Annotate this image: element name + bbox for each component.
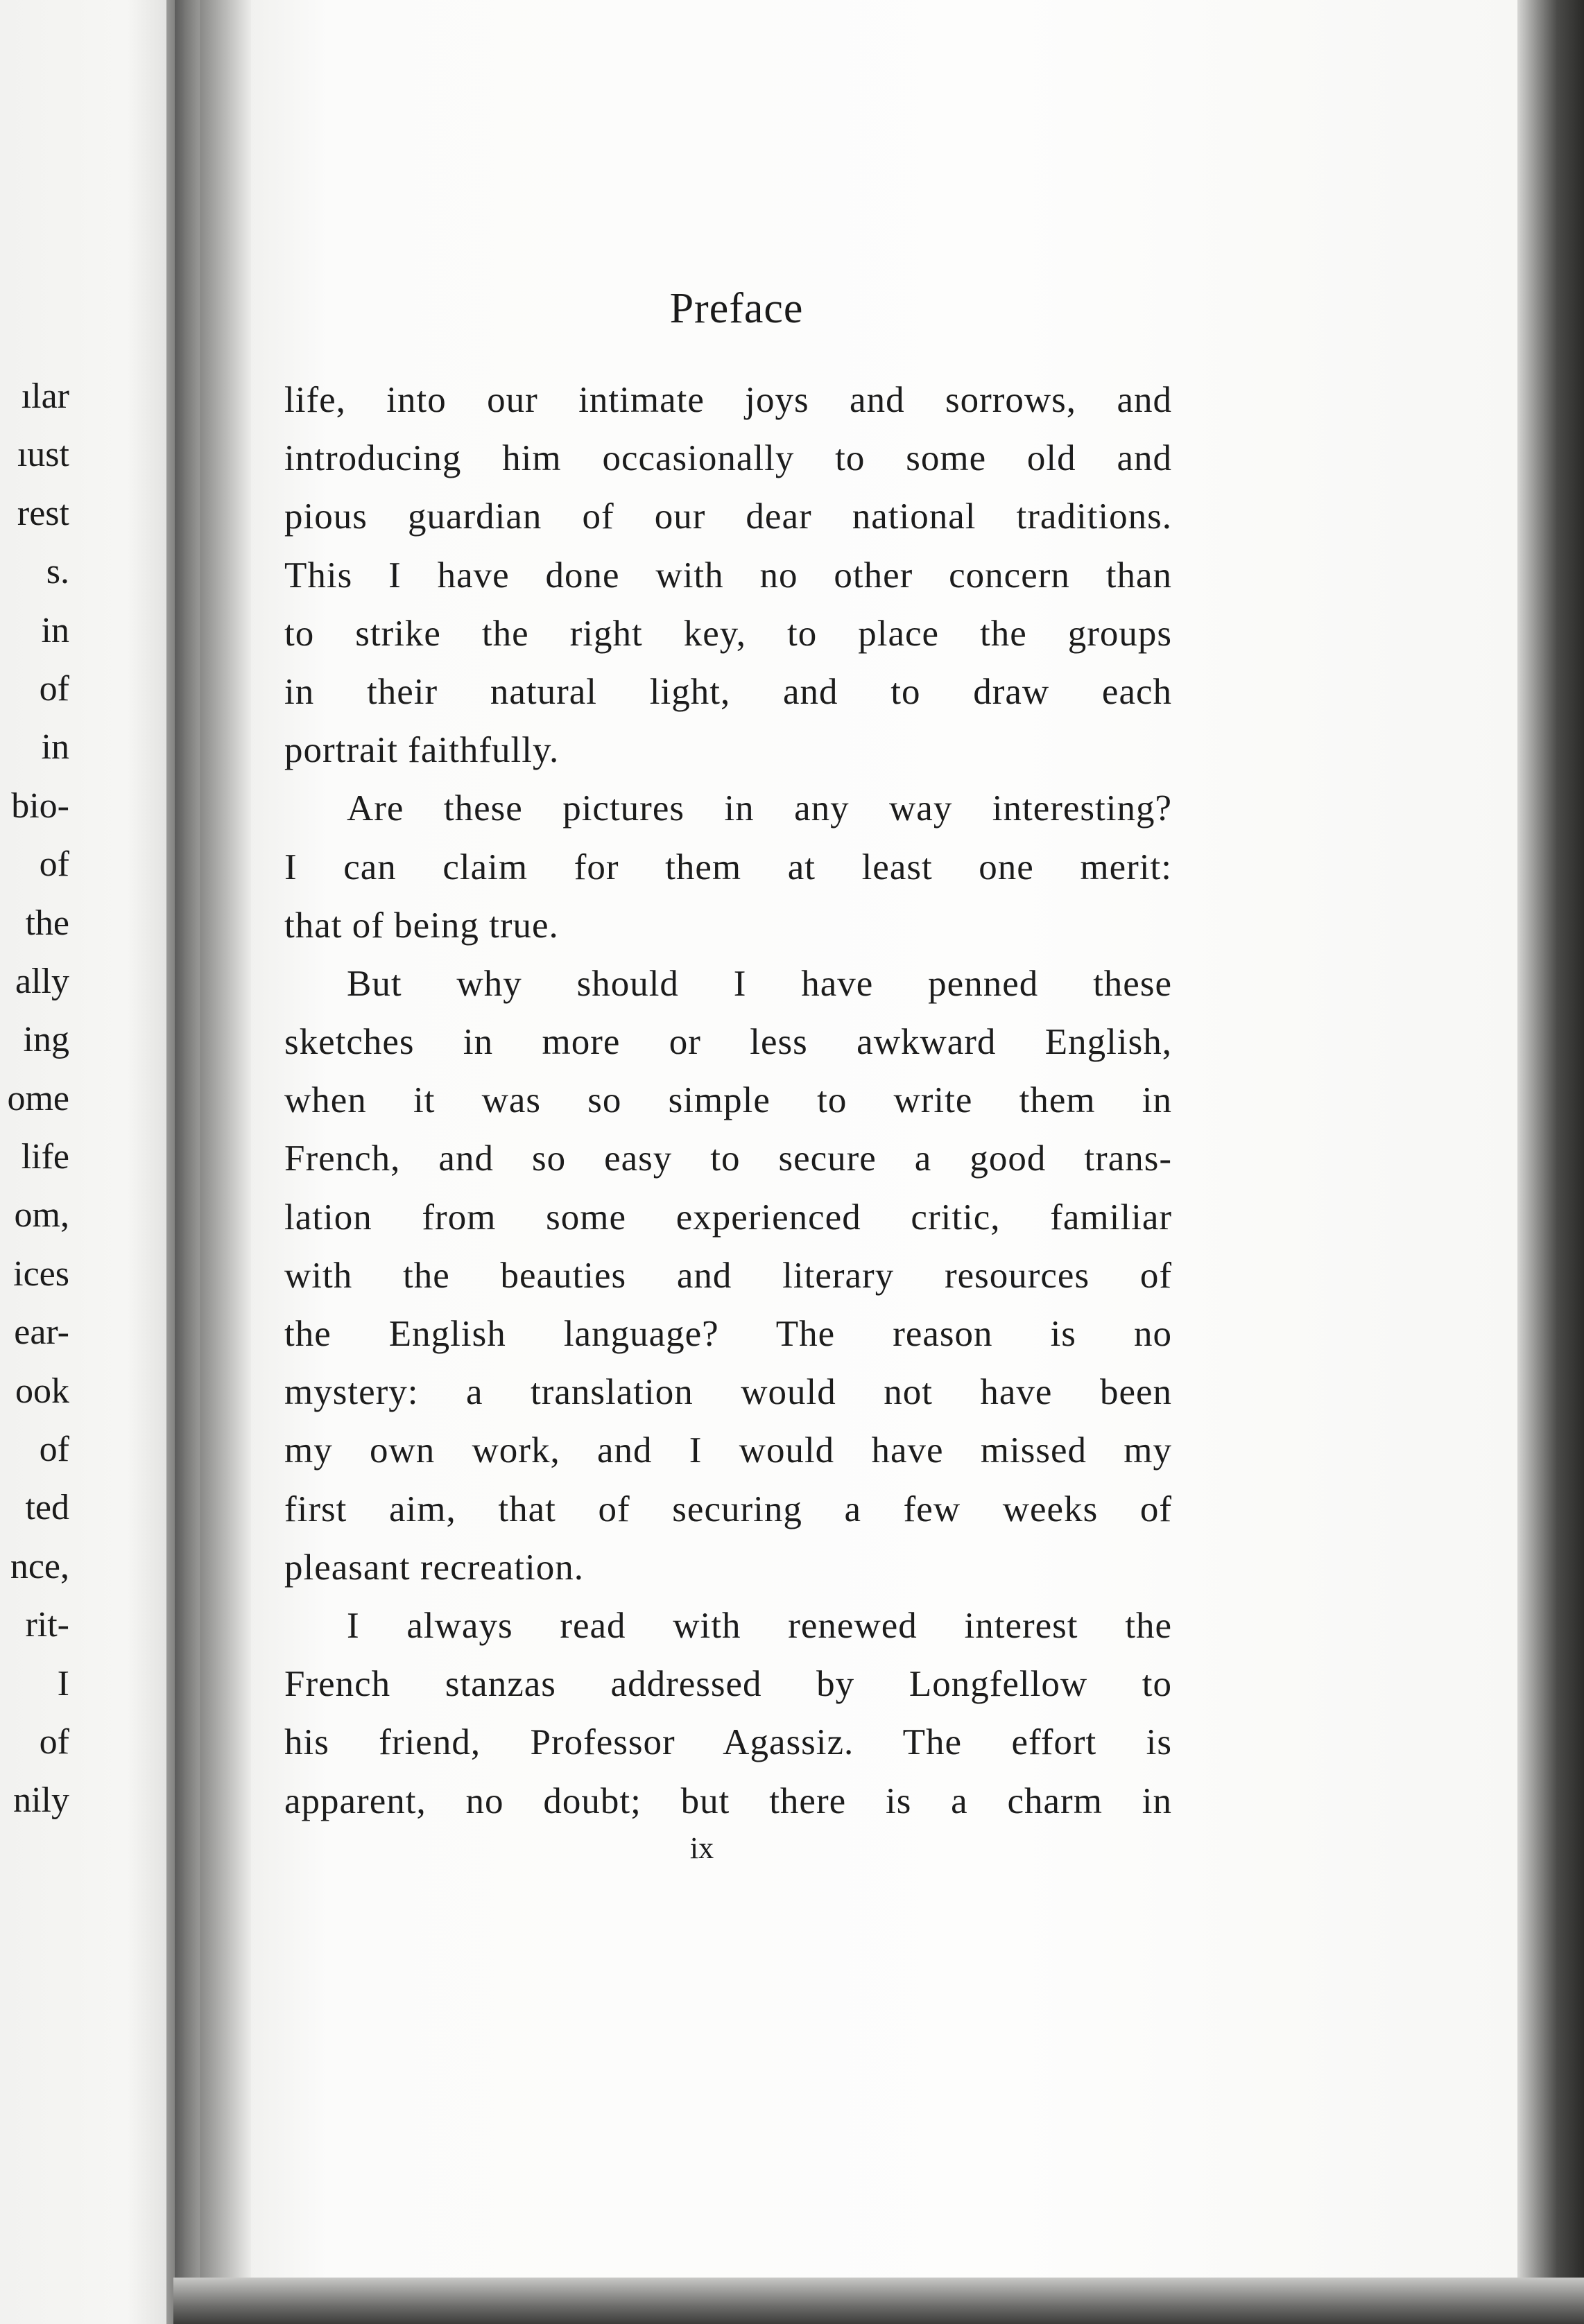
text-line: mystery: a translation would not have been (284, 1372, 1172, 1413)
body-text (284, 371, 1172, 1830)
facing-line: ted (25, 1488, 69, 1528)
text-line: I can claim for them at least one merit: (284, 847, 1172, 887)
text-line: first aim, that of securing a few weeks of (284, 1489, 1172, 1529)
page-number: ix (689, 1831, 714, 1865)
text-line: to strike the right key, to place the groups (284, 613, 1172, 654)
text-line: This I have done with no other concern than (284, 555, 1172, 596)
facing-page-left (0, 0, 182, 2324)
facing-line: in (41, 727, 69, 768)
facing-line: in (41, 610, 69, 650)
text-line: French, and so easy to secure a good trans- (284, 1138, 1172, 1179)
text-line: But why should I have penned these (347, 963, 1172, 1004)
facing-line: of (39, 1722, 69, 1762)
text-line: his friend, Professor Agassiz. The effort is (284, 1722, 1172, 1763)
text-line: the English language? The reason is no (284, 1314, 1172, 1354)
text-line: sketches in more or less awkward English, (284, 1022, 1172, 1063)
facing-line: of (39, 668, 69, 709)
facing-line: of (39, 844, 69, 885)
facing-line: I (57, 1663, 69, 1703)
facing-line: ook (15, 1371, 69, 1411)
gutter-edge (175, 0, 200, 2324)
text-line: I always read with renewed interest the (347, 1605, 1172, 1646)
facing-page-text (0, 367, 69, 1830)
facing-line: nily (13, 1780, 69, 1821)
text-line: pious guardian of our dear national traditions. (284, 496, 1172, 537)
text-line: pleasant recreation. (284, 1547, 584, 1588)
facing-line: of (39, 1430, 69, 1470)
facing-line: ing (23, 1020, 69, 1060)
facing-line: rit- (25, 1605, 69, 1645)
page-edge-bottom (173, 2278, 1584, 2324)
running-head: Preface (669, 285, 804, 332)
facing-line: the (25, 903, 69, 943)
text-line: life, into our intimate joys and sorrows, and (284, 380, 1172, 420)
text-line: lation from some experienced critic, familiar (284, 1197, 1172, 1238)
facing-line: ome (7, 1078, 69, 1118)
text-line: that of being true. (284, 905, 559, 946)
facing-line: om, (14, 1195, 69, 1235)
facing-line: ılar (21, 376, 69, 416)
page-edge-right (1517, 0, 1584, 2324)
facing-line: ally (15, 961, 69, 1001)
text-line: portrait faithfully. (284, 730, 560, 771)
facing-line: s. (46, 552, 69, 592)
facing-line: rest (17, 493, 69, 533)
facing-line: bio- (11, 786, 69, 826)
text-line: when it was so simple to write them in (284, 1080, 1172, 1121)
facing-line: ices (13, 1254, 69, 1294)
text-line: French stanzas addressed by Longfellow to (284, 1664, 1172, 1705)
text-line: apparent, no doubt; but there is a charm in (284, 1780, 1172, 1821)
text-line: introducing him occasionally to some old and (284, 438, 1172, 479)
facing-line: ear- (14, 1312, 69, 1353)
text-line: with the beauties and literary resources of (284, 1255, 1172, 1296)
facing-line: ıust (17, 435, 69, 475)
facing-line: life (21, 1137, 69, 1177)
text-line: in their natural light, and to draw each (284, 671, 1172, 712)
text-line: Are these pictures in any way interesting? (347, 788, 1172, 829)
text-line: my own work, and I would have missed my (284, 1430, 1172, 1471)
facing-line: nce, (10, 1546, 69, 1586)
